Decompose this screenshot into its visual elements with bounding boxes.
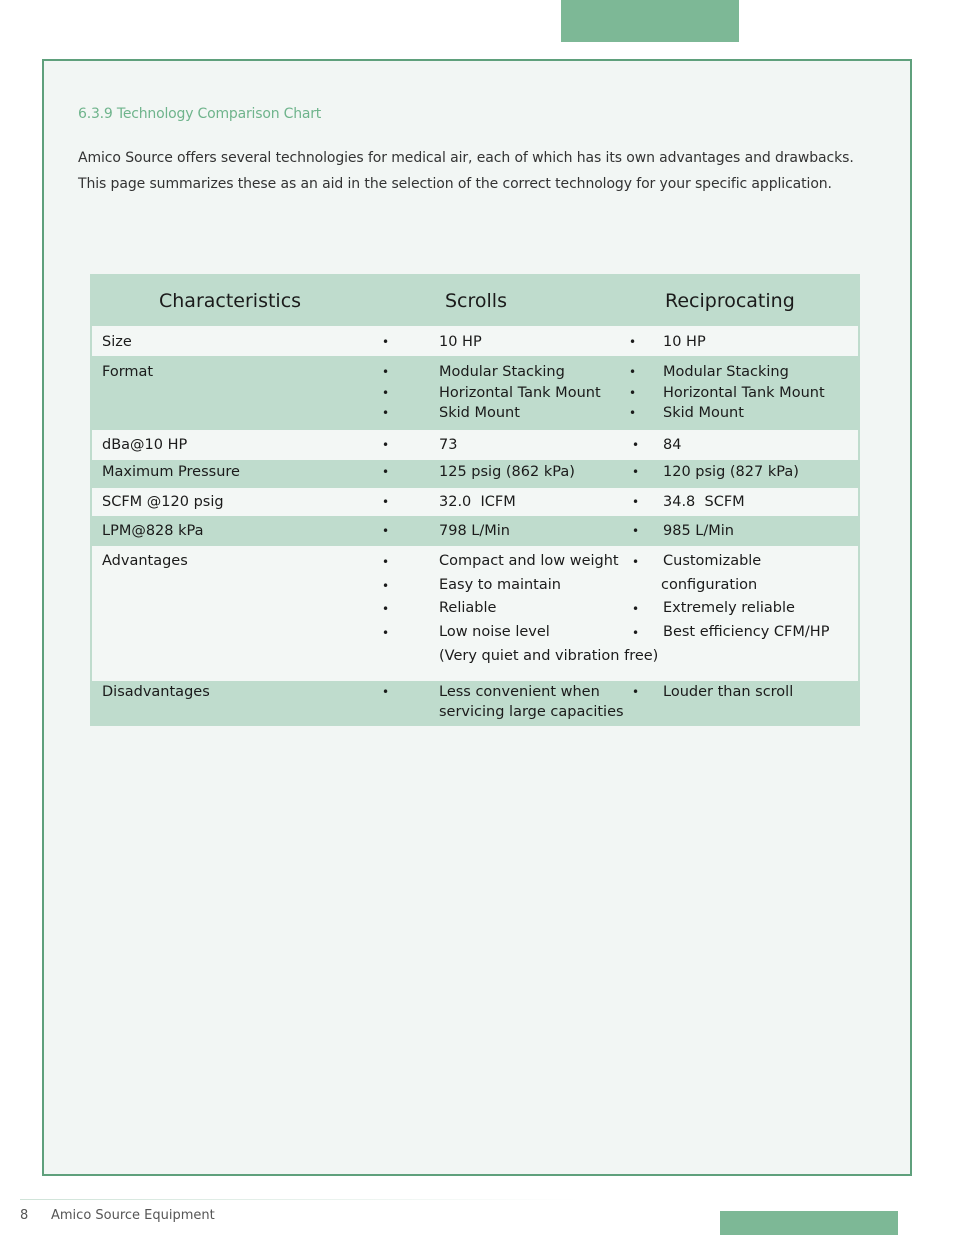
scrolls-value: Less convenient when [439, 684, 600, 700]
bullet: • [382, 386, 390, 400]
recip-value: Extremely reliable [663, 600, 795, 616]
bullet: • [382, 555, 390, 569]
scrolls-value: Low noise level [439, 624, 550, 640]
scrolls-value: Horizontal Tank Mount [439, 385, 601, 401]
bullet: • [632, 555, 640, 569]
table-row-scfm [92, 488, 858, 516]
recip-value: 120 psig (827 kPa) [663, 464, 799, 480]
section-title: 6.3.9 Technology Comparison Chart [78, 106, 322, 122]
bullet: • [629, 406, 637, 420]
bullet: • [629, 386, 637, 400]
scrolls-value: Modular Stacking [439, 364, 565, 380]
row-label: SCFM @120 psig [102, 494, 224, 510]
footer-divider [20, 1199, 580, 1200]
comparison-table [90, 274, 860, 726]
scrolls-value: Skid Mount [439, 405, 520, 421]
recip-value: 84 [663, 437, 682, 453]
recip-value: Best efficiency CFM/HP [663, 624, 830, 640]
bullet: • [382, 438, 390, 452]
bullet: • [632, 602, 640, 616]
bullet: • [632, 524, 640, 538]
row-label: Size [102, 334, 132, 350]
row-label: dBa@10 HP [102, 437, 188, 453]
recip-value: Horizontal Tank Mount [663, 385, 825, 401]
scrolls-value: Easy to maintain [439, 577, 561, 593]
bullet: • [629, 335, 637, 349]
table-row-lpm [92, 517, 858, 545]
bullet: • [382, 685, 390, 699]
table-row-format [92, 358, 858, 428]
table-row-dba [92, 430, 858, 460]
recip-value: Modular Stacking [663, 364, 789, 380]
recip-value: Customizable [663, 553, 762, 569]
header-characteristics: Characteristics [159, 290, 302, 312]
footer-title: Amico Source Equipment [51, 1208, 215, 1223]
bullet: • [382, 524, 390, 538]
scrolls-value: 10 HP [439, 334, 482, 350]
recip-value: configuration [661, 577, 758, 593]
row-label: LPM@828 kPa [102, 523, 204, 539]
row-label: Format [102, 364, 154, 380]
header-tab-decoration [561, 0, 739, 42]
table-row-advantages [92, 546, 858, 681]
page-number: 8 [20, 1208, 29, 1223]
scrolls-value: 32.0 ICFM [439, 494, 516, 510]
table-row-disadvantages [92, 682, 858, 726]
scrolls-value: 798 L/Min [439, 523, 510, 539]
bullet: • [632, 495, 640, 509]
scrolls-value: Reliable [439, 600, 497, 616]
scrolls-value: Compact and low weight [439, 553, 619, 569]
recip-value: 985 L/Min [663, 523, 734, 539]
footer-bar-decoration [720, 1211, 898, 1235]
bullet: • [382, 335, 390, 349]
scrolls-value: servicing large capacities [439, 704, 624, 720]
bullet: • [382, 465, 390, 479]
bullet: • [632, 685, 640, 699]
bullet: • [382, 579, 390, 593]
bullet: • [632, 465, 640, 479]
bullet: • [382, 626, 390, 640]
bullet: • [632, 626, 640, 640]
intro-paragraph: Amico Source offers several technologies for medical air, each of which has its own advantages and drawbacks. This page summarizes these as an aid in the selection of the correct technology for your specific application. [78, 150, 854, 192]
table-row-max-pressure [92, 460, 858, 487]
bullet: • [382, 495, 390, 509]
bullet: • [632, 438, 640, 452]
row-label: Disadvantages [102, 684, 210, 700]
recip-value: Skid Mount [663, 405, 744, 421]
bullet: • [382, 406, 390, 420]
header-scrolls: Scrolls [445, 290, 507, 312]
recip-value: Louder than scroll [663, 684, 794, 700]
recip-value: 10 HP [663, 334, 706, 350]
bullet: • [629, 365, 637, 379]
recip-value: 34.8 SCFM [663, 494, 745, 510]
scrolls-value: (Very quiet and vibration free) [439, 648, 659, 664]
row-label: Maximum Pressure [102, 464, 240, 480]
bullet: • [382, 365, 390, 379]
bullet: • [382, 602, 390, 616]
table-row-size [92, 326, 858, 356]
row-label: Advantages [102, 553, 188, 569]
scrolls-value: 125 psig (862 kPa) [439, 464, 575, 480]
scrolls-value: 73 [439, 437, 458, 453]
header-reciprocating: Reciprocating [665, 290, 795, 312]
